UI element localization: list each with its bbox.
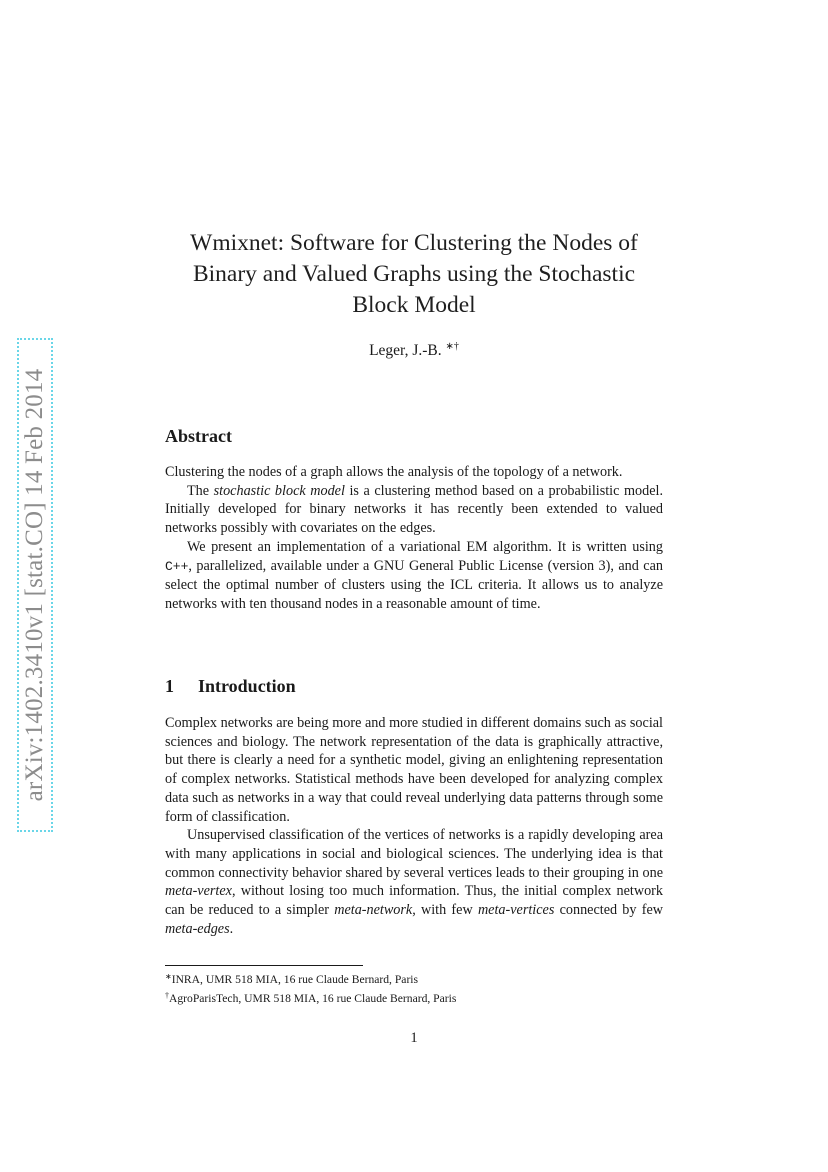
abstract-paragraph-3 [165,538,663,614]
text-run: , without losing too much information. Thus, the initial complex network can be reduced to a simpler [165,883,663,919]
footnote-mark: † [165,991,169,1000]
footnote-text: AgroParisTech, UMR 518 MIA, 16 rue Claude Bernard, Paris [169,992,457,1005]
footnote-text: INRA, UMR 518 MIA, 16 rue Claude Bernard, Paris [171,973,419,986]
intro-paragraph-2 [165,826,663,938]
emphasis-term: meta-edges [165,920,230,937]
abstract-heading: Abstract [165,426,232,446]
section-title: Introduction [198,676,296,696]
text-run: is a clustering method based on a probabilistic model. Initially developed for binary networks it has recently been extended to valued networks possibly with covariates on the edges. [165,482,663,537]
intro-paragraph-1: Complex networks are being more and more studied in different domains such as social sciences and biology. The network representation of the data is graphically attractive, but there is clearly a need for a synthetic model, giving an enlightening representation of complex networks. Statistical methods have been developed for analyzing complex data such as networks in a way that could reveal underlying data patterns through some form of classification. [165,715,663,825]
section-heading-introduction [165,676,296,697]
abstract-paragraph-2 [165,482,663,538]
arxiv-stamp [17,338,53,832]
emphasis-term: meta-vertices [477,902,555,919]
author-line [165,341,663,360]
emphasis-term: stochastic block model [213,482,345,499]
code-term: C++ [165,558,189,574]
page-number: 1 [410,1030,418,1046]
emphasis-term: meta-network [334,902,413,919]
section-number: 1 [165,676,174,696]
text-run: Unsupervised classification of the vertices of networks is a rapidly developing area with many applications in social and biological sciences. The underlying idea is that common connectivity behavior shared by several vertices leads to their grouping in one [165,827,663,881]
author-name: Leger, J.-B. [369,342,442,359]
abstract-paragraph-1: Clustering the nodes of a graph allows the analysis of the topology of a network. [165,464,623,480]
footnote-rule [165,965,363,966]
text-run: connected by few [554,902,663,919]
text-run: , with few [412,902,478,919]
footnotes [165,969,663,1007]
abstract-body [165,463,663,614]
footnote-1 [165,969,663,988]
text-run: The [187,482,214,499]
footnote-mark: ∗ [165,972,172,981]
introduction-body [165,714,663,938]
text-run: We present an implementation of a variational EM algorithm. It is written using [187,538,663,555]
emphasis-term: meta-vertex [165,883,232,900]
author-footnote-marks: ∗† [445,341,459,352]
paper-title: Wmixnet: Software for Clustering the Nodes of Binary and Valued Graphs using the Stochastic Block Model [190,230,638,318]
text-run: , parallelized, available under a GNU General Public License (version 3), and can select the optimal number of clusters using the ICL criteria. It allows us to analyze networks with ten thousand nodes in a reasonable amount of time. [165,557,663,612]
footnote-2 [165,988,663,1007]
arxiv-stamp-text: arXiv:1402.3410v1 [stat.CO] 14 Feb 2014 [21,368,48,802]
text-run: . [229,920,234,937]
